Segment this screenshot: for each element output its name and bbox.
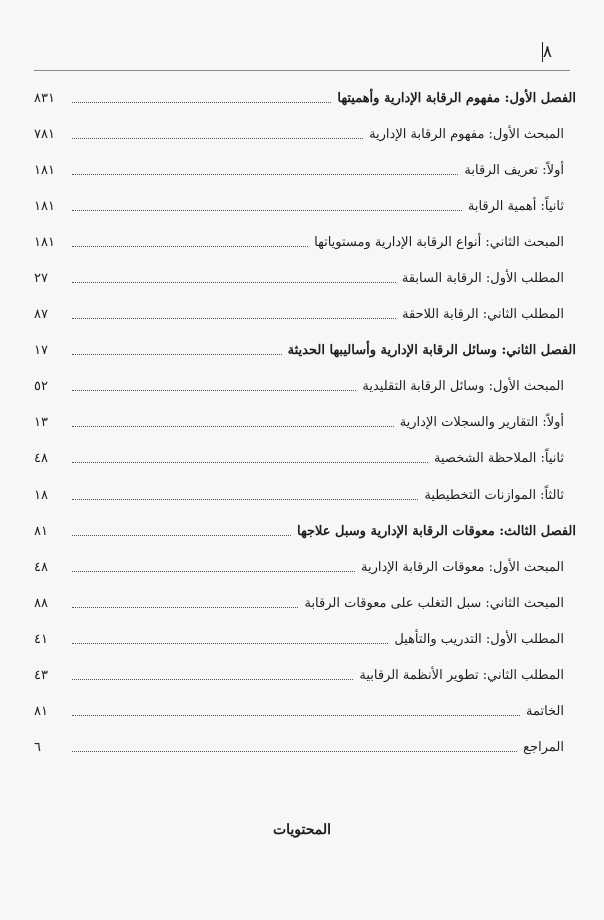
toc-entry-title: المبحث الأول: مفهوم الرقابة الإدارية	[369, 126, 564, 142]
toc-entry-title: المطلب الأول: التدريب والتأهيل	[394, 631, 564, 647]
dot-leader	[72, 282, 396, 283]
toc-entry-page: ٦	[34, 740, 41, 756]
dot-leader	[72, 643, 388, 644]
toc-entry-title: المراجع	[523, 740, 564, 756]
toc-entry-page: ٥٢	[34, 379, 48, 395]
toc-entry-title: المبحث الثاني: سبل التغلب على معوقات الرقابة	[304, 595, 564, 611]
toc-entry	[34, 585, 576, 621]
toc-entry	[34, 477, 576, 513]
toc-entry-title: المبحث الأول: معوقات الرقابة الإدارية	[361, 559, 564, 575]
toc-entry-page: ٤٣	[34, 668, 48, 684]
toc-entry-title: ثالثاً: الموازنات التخطيطية	[424, 487, 564, 503]
toc-entry-page: ٤٨	[34, 559, 48, 575]
page-number	[537, 42, 552, 62]
dot-leader	[72, 715, 520, 716]
toc-entry-title: المطلب الأول: الرقابة السابقة	[401, 271, 564, 287]
toc-entry-title: الخاتمة	[525, 704, 564, 720]
dot-leader	[72, 751, 517, 752]
dot-leader	[72, 318, 396, 319]
dot-leader	[72, 426, 394, 427]
toc-entry-page: ٢٧	[34, 271, 48, 287]
toc-entry-page: ١٨	[34, 487, 48, 503]
toc-entry	[34, 80, 576, 116]
page-number-value: ٨	[542, 42, 552, 62]
toc-entry-page: ١٨١	[34, 162, 55, 178]
toc-entry	[34, 549, 576, 585]
dot-leader	[72, 679, 353, 680]
toc-entry	[34, 297, 576, 333]
toc-entry-page: ١٣	[34, 415, 48, 431]
toc-entry-page: ٤٨	[34, 451, 48, 467]
dot-leader	[72, 571, 355, 572]
dot-leader	[72, 354, 282, 355]
toc-entry	[34, 188, 576, 224]
toc-entry-page: ٨٧	[34, 307, 48, 323]
dot-leader	[72, 138, 363, 139]
toc-entry-page: ٤١	[34, 631, 48, 647]
toc-entry-title: ثانياً: أهمية الرقابة	[467, 198, 564, 214]
toc-entry-page: ٨٨	[34, 595, 48, 611]
toc-entry	[34, 621, 576, 657]
toc-entry-page: ١٧	[34, 343, 48, 359]
dot-leader	[72, 607, 298, 608]
page-footer-title: المحتويات	[272, 822, 332, 838]
toc-entry-page: ٨١	[34, 704, 48, 720]
toc-entry	[34, 694, 576, 730]
dot-leader	[72, 390, 356, 391]
toc-entry	[34, 116, 576, 152]
dot-leader	[72, 102, 331, 103]
dot-leader	[72, 174, 458, 175]
toc-entry-page: ٨١	[34, 523, 48, 539]
header-rule	[34, 70, 570, 71]
dot-leader	[72, 246, 308, 247]
toc-entry-title: الفصل الأول: مفهوم الرقابة الإدارية وأهميتها	[337, 90, 576, 106]
dot-leader	[72, 535, 291, 536]
toc-entry	[34, 260, 576, 296]
toc-entry-title: أولاً: التقارير والسجلات الإدارية	[399, 415, 564, 431]
dot-leader	[72, 499, 418, 500]
toc-entry-page: ٧٨١	[34, 126, 55, 142]
toc-entry	[34, 152, 576, 188]
table-of-contents	[34, 80, 576, 766]
toc-entry	[34, 369, 576, 405]
toc-entry-title: أولاً: تعريف الرقابة	[464, 162, 564, 178]
toc-entry-title: الفصل الثاني: وسائل الرقابة الإدارية وأساليبها الحديثة	[287, 343, 576, 359]
toc-entry	[34, 513, 576, 549]
toc-entry	[34, 405, 576, 441]
toc-entry-title: المبحث الثاني: أنواع الرقابة الإدارية ومستوياتها	[314, 234, 564, 250]
toc-entry	[34, 658, 576, 694]
dot-leader	[72, 462, 428, 463]
dot-leader	[72, 210, 462, 211]
toc-entry-title: المطلب الثاني: الرقابة اللاحقة	[402, 307, 564, 323]
toc-entry-title: المبحث الأول: وسائل الرقابة التقليدية	[362, 379, 564, 395]
toc-entry	[34, 730, 576, 766]
toc-entry-title: ثانياً: الملاحظة الشخصية	[434, 451, 564, 467]
toc-entry-title: المطلب الثاني: تطوير الأنظمة الرقابية	[359, 668, 564, 684]
toc-entry-page: ١٨١	[34, 198, 55, 214]
toc-entry-title: الفصل الثالث: معوقات الرقابة الإدارية وسبل علاجها	[296, 523, 576, 539]
toc-entry-page: ٨٣١	[34, 90, 55, 106]
toc-entry-page: ١٨١	[34, 234, 55, 250]
toc-entry	[34, 333, 576, 369]
toc-entry	[34, 441, 576, 477]
toc-entry	[34, 224, 576, 260]
